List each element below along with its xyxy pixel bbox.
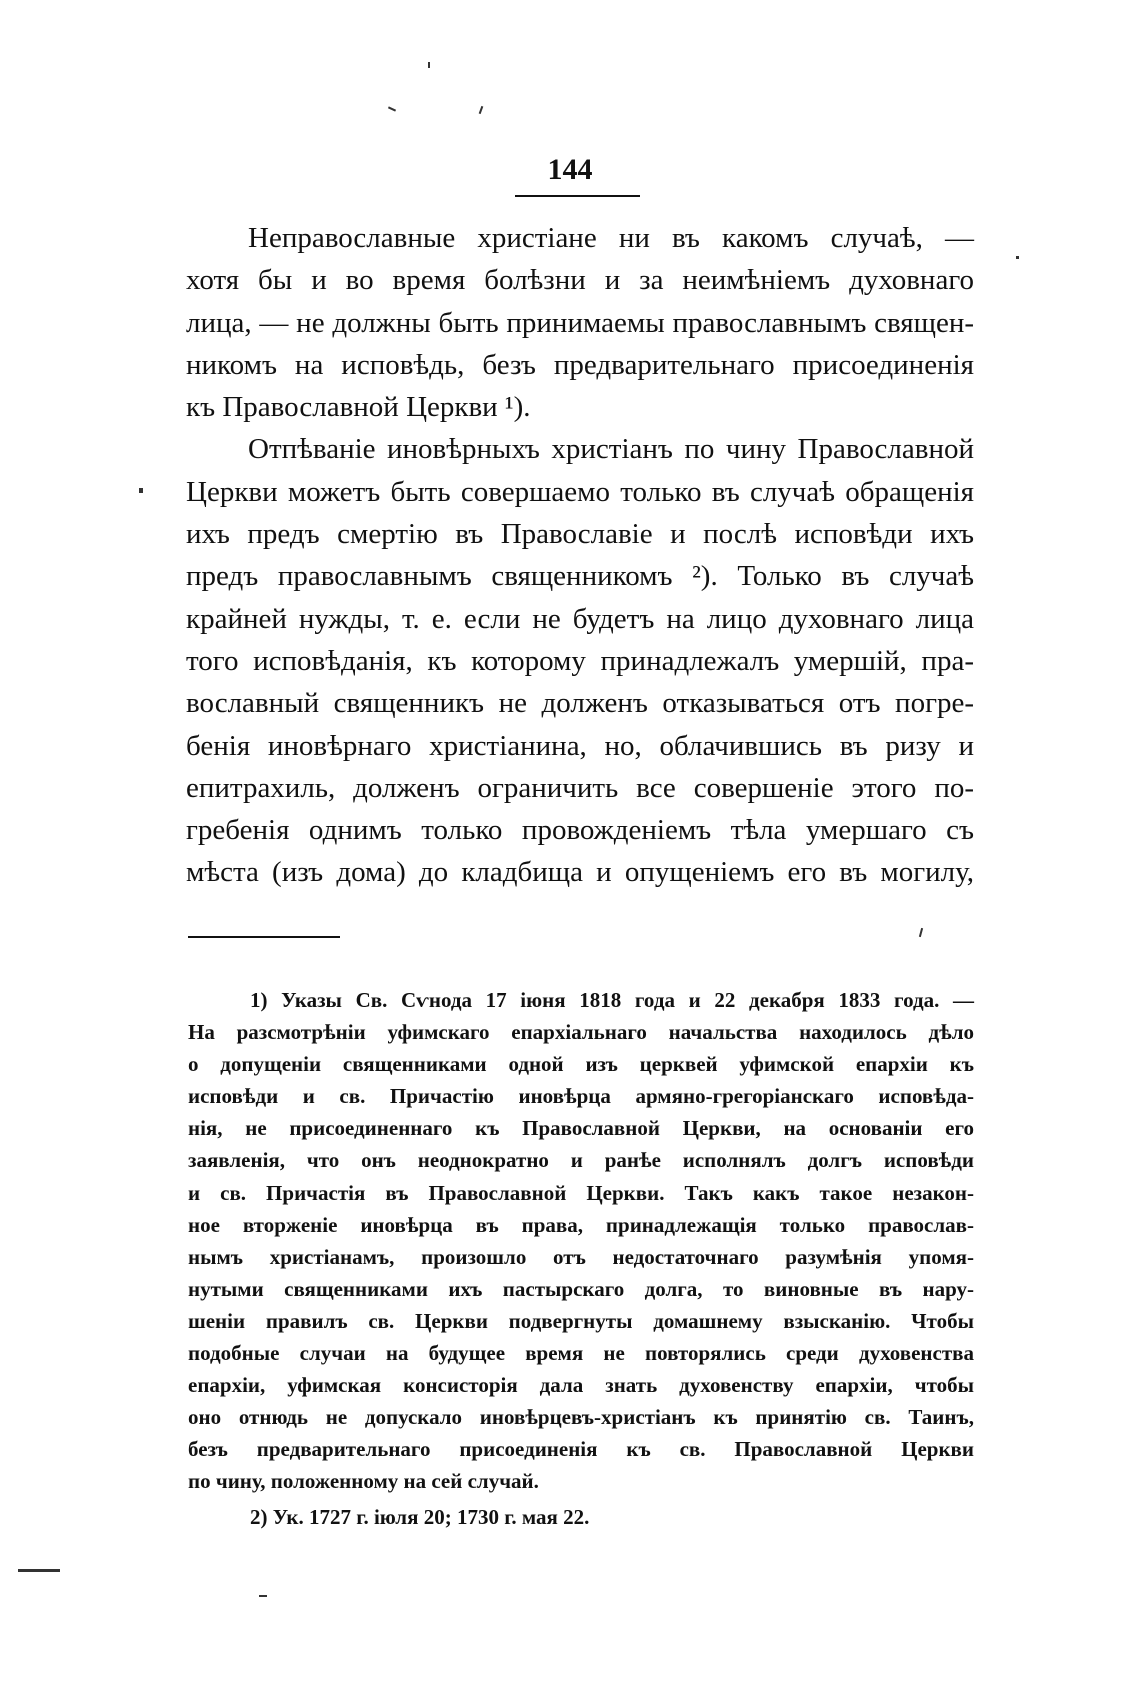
scan-speck — [259, 1595, 267, 1597]
scan-speck — [388, 106, 396, 111]
text-line: епитрахиль, долженъ ограничить все совершеніе этого по- — [186, 771, 974, 804]
footnote-line: 1) Указы Св. Сѵнода 17 іюня 1818 года и 22 декабря 1833 года. — — [250, 988, 974, 1012]
text-line: Неправославные христіане ни въ какомъ случаѣ, — — [248, 222, 974, 254]
footnote-line: шеніи правилъ св. Церкви подвергнуты домашнему взысканію. Чтобы — [188, 1308, 974, 1333]
footnotes — [188, 984, 974, 1533]
text-line: хотя бы и во время болѣзни и за неимѣніемъ духовнаго — [186, 264, 974, 297]
footnote-line: ное вторженіе иновѣрца въ права, принадлежащія только православ- — [188, 1212, 974, 1237]
text-line: предъ православнымъ священникомъ ²). Только въ случаѣ — [186, 560, 974, 593]
footnote-line: о допущеніи священниками одной изъ церквей уфимской епархіи къ — [188, 1052, 974, 1077]
footnote-1 — [188, 984, 974, 1498]
footnote-separator — [188, 936, 340, 938]
footnote-line: нымъ христіанамъ, произошло отъ недостаточнаго разумѣнія упомя- — [188, 1244, 974, 1269]
text-line: ихъ предъ смертію въ Православіе и послѣ исповѣди ихъ — [186, 518, 974, 551]
page-number-rule — [515, 195, 640, 197]
scan-speck — [919, 928, 923, 937]
scan-speck — [428, 62, 430, 68]
footnote-line: 2) Ук. 1727 г. іюля 20; 1730 г. мая 22. — [250, 1504, 590, 1529]
footnote-line: заявленія, что онъ неоднократно и ранѣе исполнялъ долгъ исповѣди — [188, 1148, 974, 1173]
footnote-line: исповѣди и св. Причастію иновѣрца армяно-грегоріанскаго исповѣда- — [188, 1084, 974, 1109]
text-line: Церкви можетъ быть совершаемо только въ случаѣ обращенія — [186, 475, 974, 508]
footnote-line: нутыми священниками ихъ пастырскаго долга, то виновные въ нару- — [188, 1276, 974, 1301]
footnote-line: оно отнюдь не допускало иновѣрцевъ-христіанъ къ принятію св. Таинъ, — [188, 1405, 974, 1430]
paragraph-2 — [186, 428, 974, 893]
text-line: лица, — не должны быть принимаемы православнымъ священ- — [186, 306, 974, 339]
footnote-line: нія, не присоединеннаго къ Православной Церкви, на основаніи его — [188, 1116, 974, 1141]
text-line: Отпѣваніе иновѣрныхъ христіанъ по чину Православной — [248, 433, 974, 466]
paragraph-1 — [186, 217, 974, 428]
footnote-line: епархіи, уфимская консисторія дала знать духовенству епархіи, чтобы — [188, 1373, 974, 1398]
text-line: бенія иновѣрнаго христіанина, но, облачившись въ ризу и — [186, 729, 974, 762]
text-line: никомъ на исповѣдь, безъ предварительнаго присоединенія — [186, 348, 974, 381]
text-line: мѣста (изъ дома) до кладбища и опущеніемъ его въ могилу, — [186, 856, 974, 889]
scan-speck — [1016, 256, 1019, 259]
footnote-line: безъ предварительнаго присоединенія къ св. Православной Церкви — [188, 1437, 974, 1462]
scan-speck — [139, 488, 143, 493]
text-line: гребенія однимъ только провожденіемъ тѣла умершаго съ — [186, 814, 974, 847]
scan-speck — [479, 106, 484, 114]
text-line: крайней нужды, т. е. если не будетъ на лицо духовнаго лица — [186, 602, 974, 635]
text-line: къ Православной Церкви ¹). — [186, 391, 531, 424]
page-number: 144 — [547, 153, 593, 186]
footnote-line: и св. Причастія въ Православной Церкви. Такъ какъ такое незакон- — [188, 1180, 974, 1205]
scan-speck — [18, 1569, 60, 1572]
footnote-line: подобные случаи на будущее время не повторялись среди духовенства — [188, 1341, 974, 1366]
main-text — [186, 217, 974, 894]
text-line: вославный священникъ не долженъ отказываться отъ погре- — [186, 687, 974, 720]
text-line: того исповѣданія, къ которому принадлежалъ умершій, пра- — [186, 644, 974, 677]
footnote-line: по чину, положенному на сей случай. — [188, 1469, 539, 1494]
footnote-line: На разсмотрѣніи уфимскаго епархіальнаго начальства находилось дѣло — [188, 1020, 974, 1045]
footnote-2 — [188, 1501, 974, 1533]
